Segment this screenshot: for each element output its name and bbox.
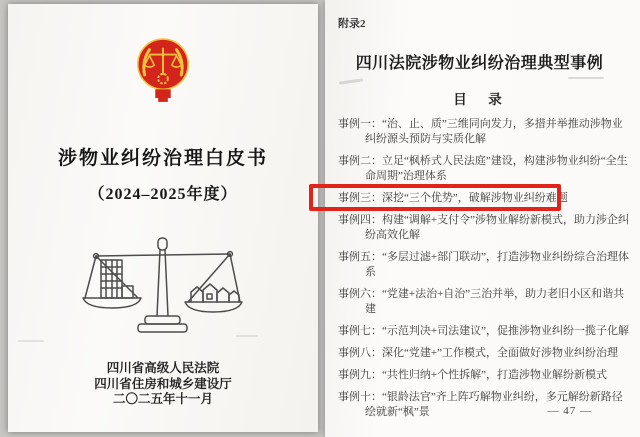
toc-item-text: “银龄法官”齐上阵巧解物业纠纷，多元解纷新路径绘就新“枫”景 [365,391,623,418]
toc-item-label: 事例四： [338,214,382,226]
toc-item-text: “治、止、质”三维同向发力，多措并举推动涉物业纠纷源头预防与实质化解 [365,118,623,145]
issuer-line-2: 四川省住房和城乡建设厅 [94,376,232,391]
toc-item-text: “共性归纳+个性拆解”，打造涉物业解纷新模式 [382,369,607,381]
scan-smudge [18,340,44,342]
toc-item-label: 事例十： [338,391,382,403]
appendix-toc-page [325,0,640,437]
toc-item-label: 事例九： [338,369,382,381]
court-emblem-icon [134,36,192,109]
toc-item-label: 事例五： [338,251,382,263]
toc-item-label: 事例八： [338,347,382,359]
page-number: — 47 — [547,405,592,417]
toc-item-text: “党建+法治+自治”三治并举，助力老旧小区和谐共建 [365,288,625,315]
toc-item [338,287,632,317]
toc-item-label: 事例三： [338,192,382,204]
toc-item [338,368,632,383]
toc-item [338,117,632,147]
toc-item-label: 事例一： [338,118,382,130]
toc-item-text: “示范判决+司法建议”，促推涉物业纠纷一揽子化解 [382,325,629,337]
whitepaper-cover-page [8,4,318,432]
issuer-line-1: 四川省高级人民法院 [106,361,220,375]
toc-item-text: 立足“枫桥式人民法庭”建设，构建涉物业纠纷“全生命周期”治理体系 [365,155,628,182]
toc-list [338,117,632,427]
toc-item [338,213,632,243]
toc-heading: 目 录 [453,92,506,107]
balance-scale-illustration [82,236,244,345]
toc-item-label: 事例二： [338,155,382,167]
date-line: 二〇二五年十一月 [112,392,213,406]
scan-smudge [568,77,604,79]
appendix-title: 四川法院涉物业纠纷治理典型事例 [355,55,604,72]
appendix-label: 附录2 [338,18,366,30]
toc-item [338,324,632,339]
toc-item [338,346,632,361]
toc-item-text: 深化“党建+”工作模式，全面做好涉物业纠纷治理 [382,347,618,359]
toc-item-text: 深挖“三个优势”，破解涉物业纠纷难题 [382,192,568,204]
cover-subtitle: （2024–2025年度） [88,186,238,203]
scan-smudge [236,335,258,337]
toc-item [338,154,632,184]
toc-item [338,250,632,280]
toc-item-text: 构建“调解+支付令”涉物业解纷新模式，助力涉企纠纷高效化解 [365,214,629,241]
cover-title: 涉物业纠纷治理白皮书 [57,148,268,169]
toc-item-label: 事例七： [338,325,382,337]
toc-item-label: 事例六： [338,288,382,300]
cover-footer [8,361,318,408]
scan-smudge [339,78,363,84]
toc-item-text: “多层过滤+部门联动”，打造涉物业纠纷综合治理体系 [365,251,629,278]
toc-item-highlighted [338,191,632,206]
